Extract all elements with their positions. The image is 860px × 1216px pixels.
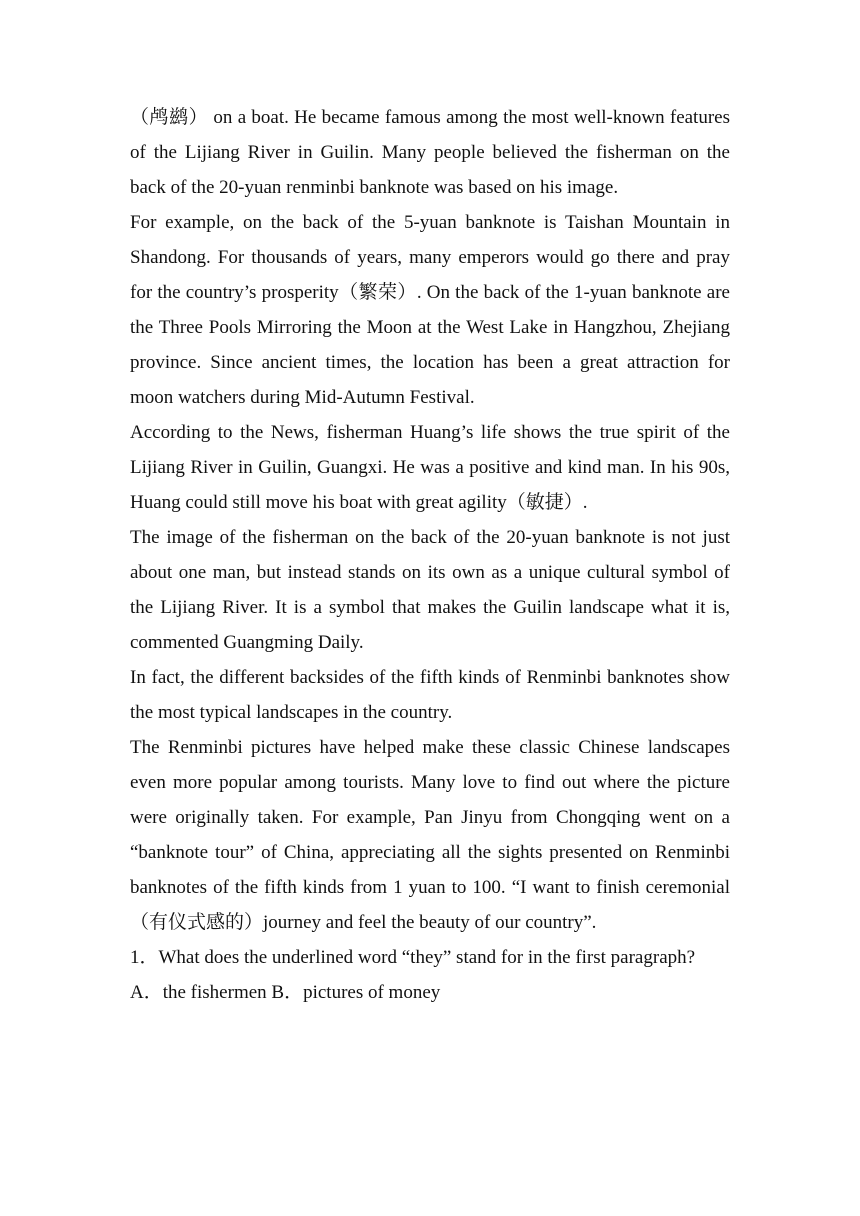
paragraph-5: In fact, the different backsides of the fifth kinds of Renminbi banknotes show the most typical landscapes in the country. (130, 667, 730, 723)
document-page (130, 100, 730, 1010)
paragraph-1: （鸬鹚） on a boat. He became famous among the most well-known features of the Lijiang River in Guilin. Many people believed the fisherman on the back of the 20-yuan renminbi banknote was based on his image. (130, 107, 730, 198)
question-1-options: A．the fishermen B．pictures of money (130, 982, 441, 1003)
paragraph-3: According to the News, fisherman Huang’s life shows the true spirit of the Lijiang River in Guilin, Guangxi. He was a positive and kind man. In his 90s, Huang could still move his boat with great agility（敏捷）. (130, 422, 730, 513)
paragraph-2: For example, on the back of the 5-yuan banknote is Taishan Mountain in Shandong. For thousands of years, many emperors would go there and pray for the country’s prosperity（繁荣）. On the back of the 1-yuan banknote are the Three Pools Mirroring the Moon at the West Lake in Hangzhou, Zhejiang province. Since ancient times, the location has been a great attraction for moon watchers during Mid-Autumn Festival. (130, 212, 730, 408)
paragraph-6: The Renminbi pictures have helped make these classic Chinese landscapes even more popular among tourists. Many love to find out where the picture were originally taken. For example, Pan Jinyu from Chongqing went on a “banknote tour” of China, appreciating all the sights presented on Renminbi banknotes of the fifth kinds from 1 yuan to 100. “I want to finish ceremonial（有仪式感的）journey and feel the beauty of our country”. (130, 737, 730, 933)
paragraph-4: The image of the fisherman on the back of the 20-yuan banknote is not just about one man, but instead stands on its own as a unique cultural symbol of the Lijiang River. It is a symbol that makes the Guilin landscape what it is, commented Guangming Daily. (130, 527, 730, 653)
question-1: 1．What does the underlined word “they” stand for in the first paragraph? (130, 947, 696, 968)
